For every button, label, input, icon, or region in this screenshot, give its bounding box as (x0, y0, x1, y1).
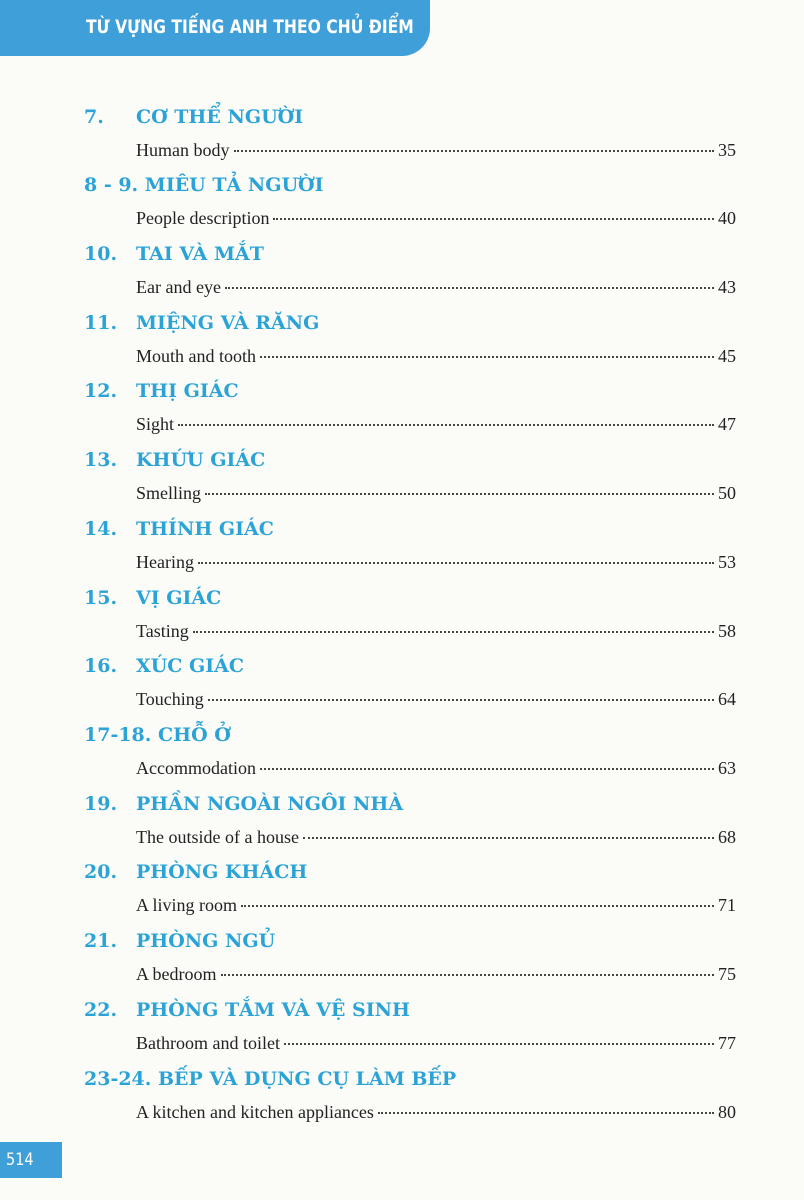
entry-title-vietnamese: XÚC GIÁC (136, 655, 245, 677)
entry-title-vietnamese: PHÒNG TẮM VÀ VỆ SINH (136, 999, 410, 1021)
dot-leader (303, 836, 714, 839)
entry-number: 14. (84, 518, 118, 540)
entry-title-english: A bedroom (136, 964, 217, 984)
entry-number: 19. (84, 793, 118, 815)
toc-entry[interactable] (0, 724, 804, 792)
toc-entry[interactable] (0, 655, 804, 723)
dot-leader (178, 423, 714, 426)
entry-page-number: 47 (718, 414, 736, 434)
entry-title-english: Human body (136, 140, 230, 160)
entry-line (136, 552, 736, 578)
dot-leader (198, 561, 714, 564)
entry-page-number: 71 (718, 895, 736, 915)
dot-leader (260, 355, 714, 358)
entry-title-english: Bathroom and toilet (136, 1033, 280, 1053)
entry-number: 10. (84, 243, 118, 265)
entry-number: 20. (84, 861, 118, 883)
entry-title-vietnamese: VỊ GIÁC (136, 587, 222, 609)
entry-page-number: 64 (718, 689, 736, 709)
entry-number: 16. (84, 655, 118, 677)
page-number: 514 (6, 1150, 34, 1170)
dot-leader (221, 973, 715, 976)
entry-line (136, 964, 736, 990)
dot-leader (205, 492, 714, 495)
entry-line (136, 483, 736, 509)
chapter-title: TỪ VỰNG TIẾNG ANH THEO CHỦ ĐIỂM (86, 16, 414, 38)
entry-page-number: 77 (718, 1033, 736, 1053)
entry-page-number: 63 (718, 758, 736, 778)
toc-entry[interactable] (0, 793, 804, 861)
entry-page-number: 75 (718, 964, 736, 984)
toc-entry[interactable] (0, 930, 804, 998)
page-number-badge (0, 1142, 62, 1178)
entry-number: 11. (84, 312, 118, 334)
entry-page-number: 43 (718, 277, 736, 297)
entry-title-english: Hearing (136, 552, 194, 572)
entry-line (136, 1102, 736, 1128)
entry-title-english: Mouth and tooth (136, 346, 256, 366)
entry-line (136, 895, 736, 921)
entry-title-english: A kitchen and kitchen appliances (136, 1102, 374, 1122)
entry-number: 8 - 9. MIÊU TẢ NGƯỜI (84, 174, 324, 196)
entry-line (136, 1033, 736, 1059)
dot-leader (225, 286, 714, 289)
entry-title-vietnamese: THỊ GIÁC (136, 380, 239, 402)
entry-title-english: Touching (136, 689, 204, 709)
entry-title-english: A living room (136, 895, 238, 915)
entry-title-english: Sight (136, 414, 175, 434)
entry-line (136, 621, 736, 647)
entry-line (136, 208, 736, 234)
entry-title-english: Accommodation (136, 758, 256, 778)
dot-leader (273, 217, 714, 220)
entry-title-english: Smelling (136, 483, 202, 503)
entry-title-vietnamese: TAI VÀ MẮT (136, 243, 264, 265)
entry-number: 17-18. CHỖ Ở (84, 724, 231, 746)
toc-entry[interactable] (0, 999, 804, 1067)
dot-leader (284, 1042, 714, 1045)
toc-entry[interactable] (0, 587, 804, 655)
entry-number: 15. (84, 587, 118, 609)
entry-number: 23-24. BẾP VÀ DỤNG CỤ LÀM BẾP (84, 1068, 457, 1090)
entry-title-vietnamese: PHÒNG KHÁCH (136, 861, 308, 883)
toc-entry[interactable] (0, 861, 804, 929)
toc-entry[interactable] (0, 449, 804, 517)
entry-title-vietnamese: PHÒNG NGỦ (136, 930, 276, 952)
entry-number: 12. (84, 380, 118, 402)
toc-entry[interactable] (0, 243, 804, 311)
toc-entry[interactable] (0, 1068, 804, 1136)
entry-line (136, 689, 736, 715)
dot-leader (234, 149, 715, 152)
entry-number: 7. (84, 106, 104, 128)
entry-page-number: 80 (718, 1102, 736, 1122)
entry-number: 22. (84, 999, 118, 1021)
toc-entry[interactable] (0, 312, 804, 380)
entry-line (136, 414, 736, 440)
entry-line (136, 140, 736, 166)
entry-title-vietnamese: PHẦN NGOÀI NGÔI NHÀ (136, 793, 404, 815)
entry-title-english: People description (136, 208, 270, 228)
dot-leader (241, 904, 714, 907)
entry-title-vietnamese: CƠ THỂ NGƯỜI (136, 106, 304, 128)
entry-page-number: 53 (718, 552, 736, 572)
entry-title-english: The outside of a house (136, 827, 299, 847)
entry-title-vietnamese: THÍNH GIÁC (136, 518, 274, 540)
entry-line (136, 277, 736, 303)
entry-page-number: 58 (718, 621, 736, 641)
entry-title-vietnamese: MIỆNG VÀ RĂNG (136, 312, 320, 334)
entry-page-number: 45 (718, 346, 736, 366)
entry-page-number: 50 (718, 483, 736, 503)
dot-leader (193, 630, 714, 633)
entry-page-number: 35 (718, 140, 736, 160)
dot-leader (208, 698, 714, 701)
entry-line (136, 758, 736, 784)
toc-entry[interactable] (0, 380, 804, 448)
dot-leader (260, 767, 714, 770)
entry-title-english: Ear and eye (136, 277, 221, 297)
entry-line (136, 346, 736, 372)
entry-line (136, 827, 736, 853)
toc-entry[interactable] (0, 518, 804, 586)
toc-entry[interactable] (0, 106, 804, 174)
toc-entry[interactable] (0, 174, 804, 242)
entry-title-english: Tasting (136, 621, 189, 641)
entry-number: 21. (84, 930, 118, 952)
entry-title-vietnamese: KHỨU GIÁC (136, 449, 266, 471)
dot-leader (378, 1111, 714, 1114)
entry-number: 13. (84, 449, 118, 471)
entry-page-number: 40 (718, 208, 736, 228)
entry-page-number: 68 (718, 827, 736, 847)
